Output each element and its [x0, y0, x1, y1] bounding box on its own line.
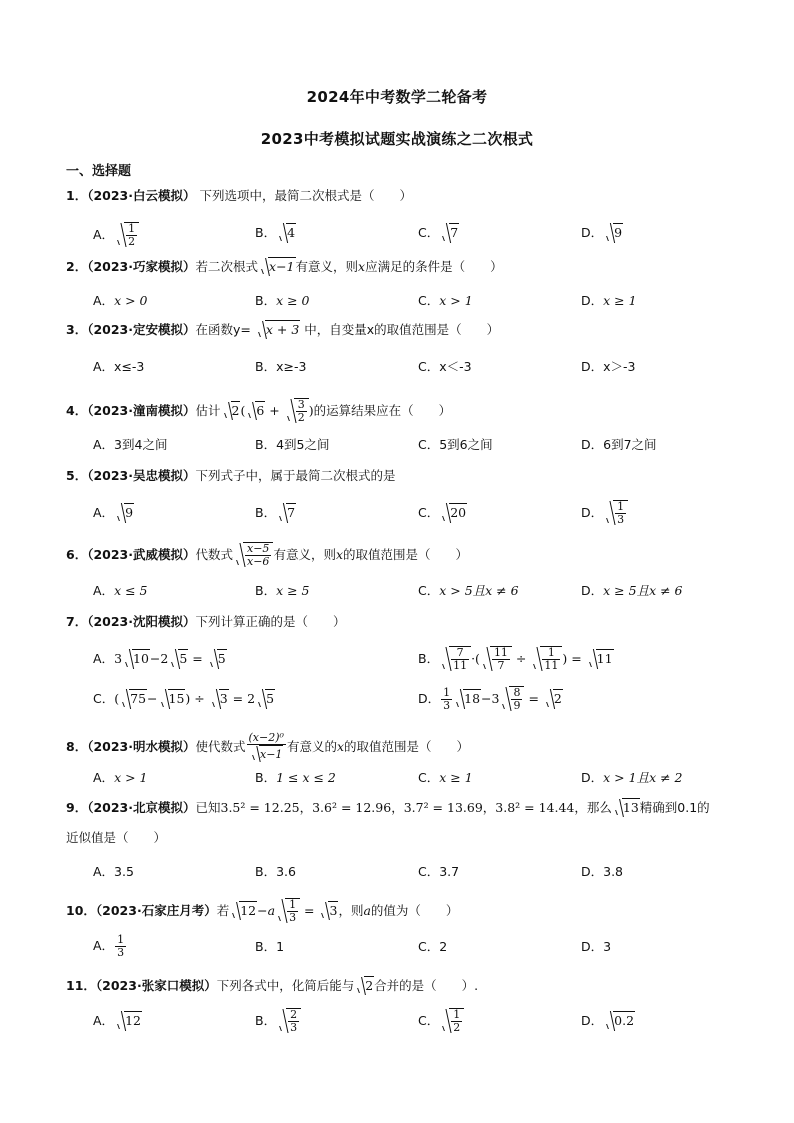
option-c: C． $\frac{1}{2}$: [418, 1008, 464, 1034]
options-7-row2: [0, 688, 794, 714]
option-d: D．x > 1且x ≠ 2: [581, 770, 683, 785]
options-4: [0, 434, 794, 460]
option-b: B． 4: [255, 222, 296, 244]
option-d: D． 9: [581, 222, 623, 244]
option-c: C．2: [418, 939, 448, 954]
option-c: C．x > 1: [418, 293, 473, 308]
option-c: C． 7: [418, 222, 459, 244]
question-8: 8．（2023·明水模拟）使代数式 $\frac{\text{(x−2)⁰}}{x-1}$ 有意义的x的取值范围是（ ）: [66, 731, 470, 761]
question-1: [66, 186, 412, 206]
radical: 7: [440, 222, 459, 244]
option-b: B．x≥-3: [255, 359, 307, 374]
option-a: A．x≤-3: [93, 359, 145, 374]
option-d: D．3.8: [581, 864, 624, 879]
options-7-row1: [0, 646, 794, 672]
option-d: D．6到7之间: [581, 437, 657, 452]
options-9: [0, 861, 794, 887]
options-11: [0, 1008, 794, 1034]
option-b: B．1: [255, 939, 285, 954]
question-9-line2: 近似值是（ ）: [66, 830, 167, 845]
option-c: C．x＜-3: [418, 359, 472, 374]
option-d: D．3: [581, 939, 612, 954]
question-source: （2023·白云模拟）: [87, 188, 196, 203]
option-c: C．5到6之间: [418, 437, 493, 452]
option-b: B．1 ≤ x ≤ 2: [255, 770, 336, 785]
radical: 4: [277, 222, 296, 244]
option-b: B． 7: [255, 502, 296, 524]
option-d: D． 0.2: [581, 1010, 635, 1032]
option-b: B． $\frac{7}{11}$ ·( $\frac{11}{7}$ ÷ $\frac{1}{11}$ ) = 11: [418, 646, 613, 672]
option-b: B．x ≥ 5: [255, 583, 310, 598]
option-c: C．x > 5且x ≠ 6: [418, 583, 519, 598]
question-3: 3．（2023·定安模拟）在函数y= x + 3 中，自变量x的取值范围是（ ）: [66, 320, 499, 340]
page-title: 2024年中考数学二轮备考: [306, 88, 488, 106]
option-b: B．4到5之间: [255, 437, 330, 452]
option-c: C．( 75− 15) ÷ 3 = 2 5: [93, 688, 275, 710]
option-d: D．x ≥ 5且x ≠ 6: [581, 583, 683, 598]
option-a: A．x > 0: [93, 293, 148, 308]
option-c: C．3.7: [418, 864, 460, 879]
options-1: [0, 220, 794, 246]
options-5: [0, 500, 794, 526]
option-c: C．x ≥ 1: [418, 770, 473, 785]
page-subtitle: 2023中考模拟试题实战演练之二次根式: [260, 130, 534, 148]
option-a: A．x ≤ 5: [93, 583, 148, 598]
question-number: 1．: [66, 188, 88, 203]
question-text: 下列选项中，最简二次根式是（ ）: [195, 188, 412, 203]
question-7: 7．（2023·沈阳模拟）下列计算正确的是（ ）: [66, 614, 346, 629]
option-a: A．3到4之间: [93, 437, 168, 452]
option-b: B．x ≥ 0: [255, 293, 310, 308]
option-d: D． $\frac{1}{3}$: [581, 500, 628, 526]
option-d: D． $\frac{1}{3}$ 18−3 $\frac{8}{9}$ = 2: [418, 686, 562, 712]
options-8: [0, 767, 794, 793]
option-a: A． 12: [93, 1010, 142, 1032]
question-6: 6．（2023·武威模拟）代数式 $\frac{x-5}{x-6}$ 有意义，则x的取值范围是（ ）: [66, 542, 469, 568]
section-heading: 一、选择题: [66, 164, 132, 179]
option-d: D．x ≥ 1: [581, 293, 637, 308]
option-a: A．x > 1: [93, 770, 148, 785]
radical: 9: [604, 222, 623, 244]
options-6: [0, 580, 794, 606]
option-a: A． 9: [93, 502, 134, 524]
option-a: A．3 10−2 5 = 5: [93, 648, 227, 670]
option-a: A． $\frac{1}{2}$: [93, 222, 139, 248]
option-d: D．x＞-3: [581, 359, 636, 374]
question-9: 9．（2023·北京模拟）已知3.5² = 12.25，3.6² = 12.96，3.7² = 13.69，3.8² = 14.44，那么 13精确到0.1的: [66, 798, 710, 818]
options-3: [0, 356, 794, 382]
options-10: [0, 933, 794, 962]
option-c: C． 20: [418, 502, 467, 524]
question-11: 11．（2023·张家口模拟）下列各式中，化简后能与 2合并的是（ ）.: [66, 976, 478, 996]
option-a: A．3.5: [93, 864, 134, 879]
question-10: 10．（2023·石家庄月考）若 12−a $\frac{1}{3}$ = 3，则a的值为（ ）: [66, 898, 459, 924]
radical: $\frac{1}{2}$: [115, 222, 139, 248]
option-a: A． $\frac{1}{3}$: [93, 933, 125, 959]
question-5: 5．（2023·吴忠模拟）下列式子中，属于最简二次根式的是: [66, 468, 396, 483]
question-4: 4．（2023·潼南模拟）估计 2( 6 + $\frac{3}{2}$ )的运算结果应在（ ）: [66, 398, 452, 424]
option-b: B． $\frac{2}{3}$: [255, 1008, 301, 1034]
option-b: B．3.6: [255, 864, 296, 879]
options-2: [0, 290, 794, 316]
question-2: 2．（2023·巧家模拟）若二次根式 x−1有意义，则x应满足的条件是（ ）: [66, 257, 503, 277]
